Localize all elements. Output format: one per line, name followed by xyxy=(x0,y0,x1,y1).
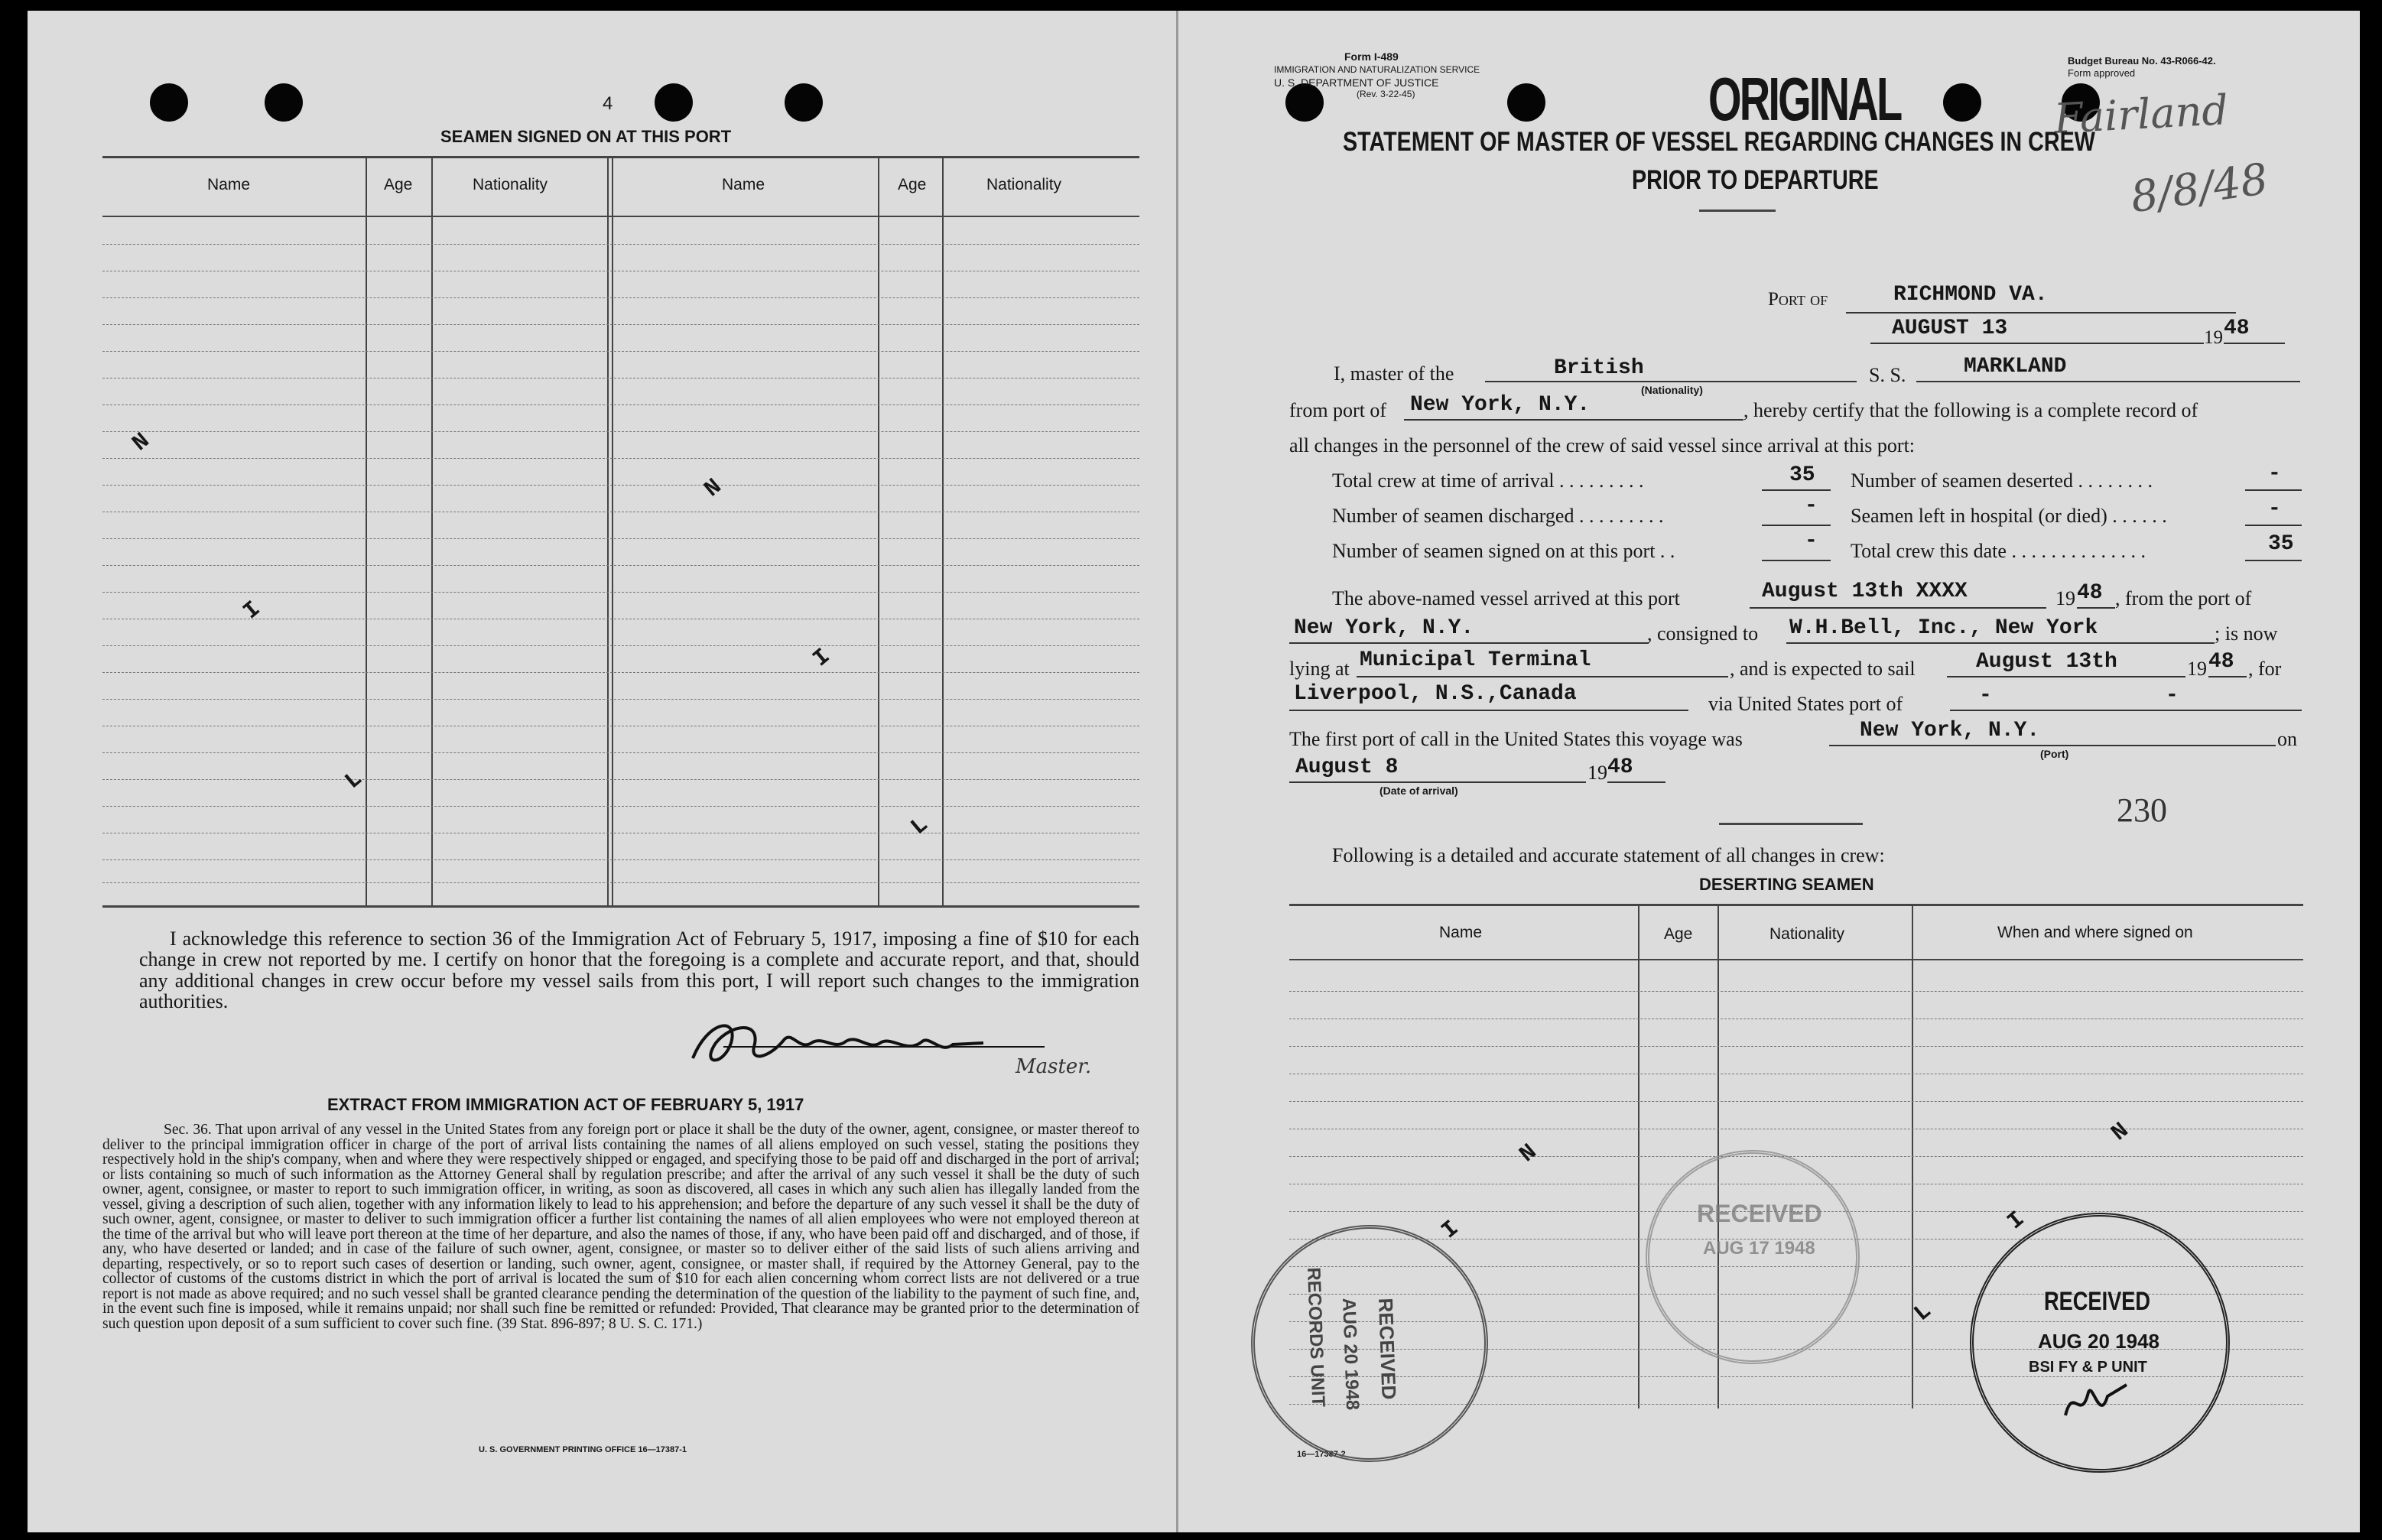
sail-date: August 13th xyxy=(1976,650,2117,674)
arrival-year-prefix: 19 xyxy=(1587,762,1607,784)
deserting-header-age: Age xyxy=(1664,925,1693,943)
first-call-value: New York, N.Y. xyxy=(1860,719,2040,742)
column-header-age: Age xyxy=(898,176,927,193)
nil-mark: I xyxy=(2003,1207,2030,1236)
left-printer-line: U. S. GOVERNMENT PRINTING OFFICE 16—17387-1 xyxy=(479,1445,687,1454)
arrival-caption: (Date of arrival) xyxy=(1379,785,1458,797)
agency-line2: U. S. DEPARTMENT OF JUSTICE xyxy=(1274,76,1439,89)
stat-signed-on-value: - xyxy=(1805,529,1818,553)
stat-deserted-value: - xyxy=(2268,462,2281,486)
arrival-date: August 8 xyxy=(1295,755,1399,779)
column-header-name: Name xyxy=(722,176,765,193)
punch-hole xyxy=(150,83,188,122)
handwritten-name: Fairland xyxy=(2052,86,2230,143)
for-label: , for xyxy=(2248,658,2282,680)
budget-bureau: Budget Bureau No. 43-R066-42. xyxy=(2068,55,2216,67)
nil-mark: L xyxy=(340,766,368,795)
column-header-age: Age xyxy=(384,176,413,193)
form-number: Form I-489 xyxy=(1344,50,1399,63)
column-header-nationality: Nationality xyxy=(473,176,548,193)
page-divider xyxy=(1176,11,1178,1532)
port-caption: (Port) xyxy=(2040,748,2069,760)
stamp-unit-label: BSI FY & P UNIT xyxy=(2029,1359,2147,1376)
arrived-year-prefix: 19 xyxy=(2055,587,2075,609)
lying-value: Municipal Terminal xyxy=(1360,648,1591,672)
year-prefix: 19 xyxy=(2204,327,2223,348)
nil-mark: I xyxy=(1437,1216,1464,1245)
stamp-received-label: RECEIVED xyxy=(2044,1287,2151,1316)
received-stamp-aug17 xyxy=(1646,1150,1860,1364)
document-sheet xyxy=(28,11,2360,1532)
stamp-initials xyxy=(2058,1377,2134,1431)
nil-mark: I xyxy=(808,644,836,673)
port-value: RICHMOND VA. xyxy=(1893,283,2048,307)
signature-label: Master. xyxy=(1016,1055,1092,1078)
punch-hole xyxy=(265,83,303,122)
nil-mark: N xyxy=(1515,1139,1542,1168)
stat-discharged-value: - xyxy=(1805,494,1818,518)
lying-label: lying at xyxy=(1289,658,1350,680)
extract-text: Sec. 36. That upon arrival of any vessel in the United States from any foreign port or place it shall be the duty of the owner, agent, consignee, or master thereof to deliver to the principal immigration officer in charge of the port of arrival lists containing the names of all aliens employed on such vessel, stating the positions they respectively hold in the ship's company, when and where they were respectively shipped or engaged, and specifying those to be paid off and discharged in the port of arrival; or lists containing so much of such information as the Attorney General shall by regulation prescribe; and after the arrival of any such vessel it shall be the duty of such owner, agent, consignee, or master to report to such immigration officer, in writing, as soon as discovered, all cases in which any such alien has illegally landed from the vessel, giving a description of such alien, together with any information likely to lead to his apprehension; and before the departure of any such vessel it shall be the duty of such owner, agent, consignee, or master to deliver to such immigration officer a further list containing the names of all alien employees who were not employed thereon at the time of the arrival but who will leave port thereon at the time of her departure, and also the names of those, if any, who have been paid off and discharged, and of those, if any, who have deserted or landed; and in case of the failure of such owner, agent, consignee, or master so to deliver either of the said lists of such aliens arriving and departing, respectively, or so to report such cases of desertion or landing, such owner, agent, consignee, or master shall, if required by the Attorney General, pay to the collector of customs of the customs district in which the port of arrival is located the sum of $10 for each alien concerning whom correct lists are not delivered or a true report is not made as above required; and no such vessel shall be granted clearance pending the determination of the question of the liability to the payment of such fine, and, in the event such fine is imposed, while it remains unpaid; nor shall such fine be remitted or refunded: Provided, That clearance may be granted prior to the determination of such question upon deposit of a sum sufficient to cover such fine. (39 Stat. 896-897; 8 U. S. C. 171.) xyxy=(102,1122,1139,1332)
stamp-received-label: RECEIVED xyxy=(1697,1200,1822,1227)
nil-mark: N xyxy=(700,474,727,503)
stat-total-date-label: Total crew this date . . . . . . . . . . . . . . xyxy=(1851,540,2146,562)
agency-line1: IMMIGRATION AND NATURALIZATION SERVICE xyxy=(1274,64,1480,75)
deserting-header-nationality: Nationality xyxy=(1769,925,1845,943)
via-value-2: - xyxy=(2166,684,2179,707)
punch-hole xyxy=(1285,83,1324,122)
certification-text: I acknowledge this reference to section 36 of the Immigration Act of February 5, 1917, imposing a fine of $10 for each change in crew not reported by me. I certify on honor that the foregoing is a complete and accurate report, and that, should any additional changes in crew occur before my vessel sails from this port, I will report such changes to the immigration authorities. xyxy=(139,928,1139,1012)
nil-mark: N xyxy=(128,428,155,457)
section-title: SEAMEN SIGNED ON AT THIS PORT xyxy=(440,127,732,146)
deserting-title: DESERTING SEAMEN xyxy=(1699,875,1874,894)
stat-hospital-label: Seamen left in hospital (or died) . . . . . . xyxy=(1851,505,2167,527)
sail-year: 48 xyxy=(2208,650,2234,674)
file-number: 230 xyxy=(2117,791,2167,829)
arrival-year: 48 xyxy=(1607,755,1633,779)
extract-title: EXTRACT FROM IMMIGRATION ACT OF FEBRUARY 5, 1917 xyxy=(327,1095,804,1114)
form-title-line2: PRIOR TO DEPARTURE xyxy=(1632,165,1879,195)
punch-hole xyxy=(1943,83,1981,122)
ship-name: MARKLAND xyxy=(1964,355,2067,379)
stamp-records-unit: RECORDS UNIT xyxy=(1303,1267,1329,1408)
via-label: via United States port of xyxy=(1708,693,1903,715)
from-port-label: from port of xyxy=(1289,399,1387,421)
form-title-line1: STATEMENT OF MASTER OF VESSEL REGARDING CHANGES IN CREW xyxy=(1343,127,2095,157)
right-printer-line: 16—17387-2 xyxy=(1297,1450,1346,1459)
arrived-year: 48 xyxy=(2077,581,2103,605)
arrived-value: August 13th XXXX xyxy=(1762,580,1968,603)
first-call-label: The first port of call in the United States this voyage was xyxy=(1289,728,1743,750)
stat-total-date-value: 35 xyxy=(2268,532,2294,556)
vessel-nationality: British xyxy=(1554,356,1644,380)
nil-mark: L xyxy=(906,812,934,841)
stamp-records-label: RECEIVED xyxy=(1374,1298,1401,1400)
stat-total-arrival-value: 35 xyxy=(1789,463,1815,487)
certify-text2: all changes in the personnel of the crew of said vessel since arrival at this port: xyxy=(1289,434,1916,456)
stamp-received-date: AUG 20 1948 xyxy=(2038,1330,2159,1353)
is-now-label: ; is now xyxy=(2215,622,2278,645)
records-unit-stamp xyxy=(1251,1225,1488,1462)
received-stamp-aug20 xyxy=(1970,1213,2230,1473)
column-header-nationality: Nationality xyxy=(986,176,1062,193)
from-the-port-label: , from the port of xyxy=(2115,587,2252,609)
column-header-name: Name xyxy=(207,176,251,193)
deserting-header-name: Name xyxy=(1439,924,1483,941)
form-approved: Form approved xyxy=(2068,67,2136,79)
ss-label: S. S. xyxy=(1869,364,1906,386)
via-value-1: - xyxy=(1979,684,1992,707)
stat-hospital-value: - xyxy=(2268,497,2281,521)
stat-deserted-label: Number of seamen deserted . . . . . . . . xyxy=(1851,469,2153,492)
punch-hole xyxy=(655,83,693,122)
stat-discharged-label: Number of seamen discharged . . . . . . . . . xyxy=(1332,505,1664,527)
original-stamp: ORIGINAL xyxy=(1708,65,1901,133)
stamp-received-date: AUG 17 1948 xyxy=(1703,1238,1815,1259)
punch-hole xyxy=(785,83,823,122)
from-the-port-value: New York, N.Y. xyxy=(1294,616,1474,640)
page-number: 4 xyxy=(603,93,613,114)
punch-hole xyxy=(1507,83,1545,122)
port-label: Port of xyxy=(1768,289,1828,310)
consigned-label: , consigned to xyxy=(1647,622,1759,645)
master-of-label: I, master of the xyxy=(1334,362,1454,385)
nil-mark: I xyxy=(239,596,266,625)
form-revision: (Rev. 3-22-45) xyxy=(1357,89,1415,99)
deserting-header-signed-on: When and where signed on xyxy=(1997,924,2193,941)
report-year: 48 xyxy=(2224,317,2250,340)
stat-signed-on-label: Number of seamen signed on at this port . . xyxy=(1332,540,1675,562)
destination-value: Liverpool, N.S.,Canada xyxy=(1294,682,1577,706)
handwritten-date: 8/8/48 xyxy=(2127,154,2271,223)
following-text: Following is a detailed and accurate statement of all changes in crew: xyxy=(1332,844,1885,866)
sail-year-prefix: 19 xyxy=(2187,658,2207,680)
report-date: AUGUST 13 xyxy=(1892,317,2008,340)
expected-label: , and is expected to sail xyxy=(1730,658,1916,680)
nil-mark: L xyxy=(1909,1298,1937,1327)
nationality-caption: (Nationality) xyxy=(1641,384,1703,396)
stat-total-arrival-label: Total crew at time of arrival . . . . . . . . . xyxy=(1332,469,1644,492)
certify-text: , hereby certify that the following is a complete record of xyxy=(1743,399,2198,421)
stamp-records-date: AUG 20 1948 xyxy=(1338,1298,1363,1411)
on-label: on xyxy=(2277,728,2297,750)
arrived-label: The above-named vessel arrived at this port xyxy=(1332,587,1680,609)
nil-mark: N xyxy=(2107,1118,2134,1147)
consigned-value: W.H.Bell, Inc., New York xyxy=(1789,616,2098,640)
from-port-value: New York, N.Y. xyxy=(1410,393,1591,417)
